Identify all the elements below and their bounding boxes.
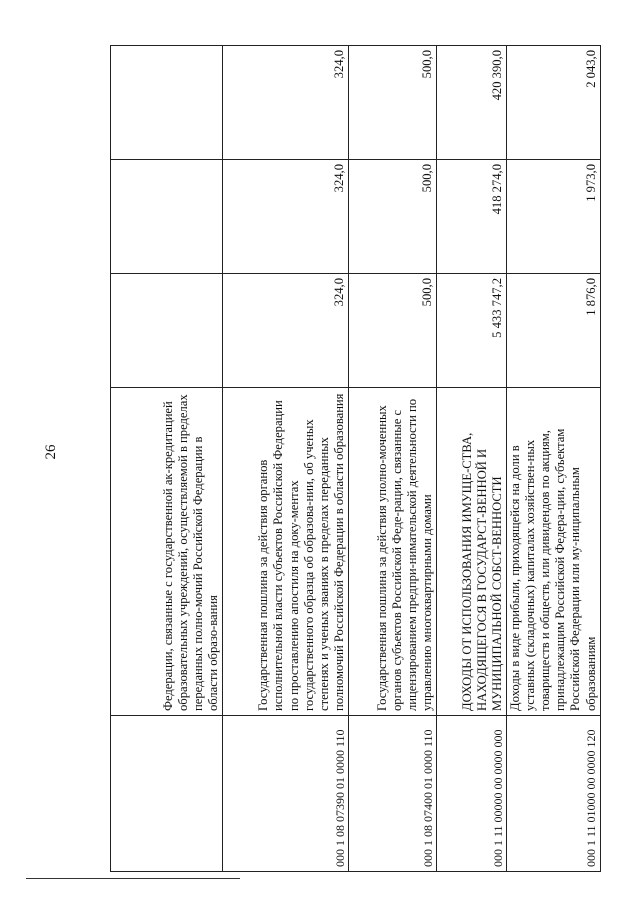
table-row — [223, 46, 349, 872]
income-name-cell: Государственная пошлина за действия органов исполнительной власти субъектов Российской Федерации по проставлению апостиля на доку-ментах государственного образца об образова-нии, об ученых степенях и ученых званиях в пределах переданных полномочий Российской Федерации в области образования — [223, 388, 349, 716]
income-name-cell: Государственная пошлина за действия уполно-моченных органов субъектов Российской Феде-рации, связанные с лицензированием предпри-нимательской деятельности по управлению многоквартирными домами — [349, 388, 437, 716]
table-row — [111, 46, 223, 872]
revenue-table — [110, 45, 601, 872]
amount-cell-3 — [111, 46, 223, 160]
table-row — [507, 46, 601, 872]
income-name-cell: Доходы в виде прибыли, приходящейся на доли в уставных (складочных) капиталах хозяйствен-ных товариществ и обществ, или дивидендов по акциям, принадлежащим Российской Федера-ции, субъектам Российской Федерации или му-ниципальным образованиям — [507, 388, 601, 716]
amount-cell-3: 420 390,0 — [437, 46, 507, 160]
amount-cell-2: 500,0 — [349, 160, 437, 274]
table-row — [437, 46, 507, 872]
amount-cell-1: 500,0 — [349, 274, 437, 388]
income-name-cell: Федерации, связанные с государственной ак-кредитацией образовательных учреждений, осуществляемой в пределах переданных полно-мочий Российской Федерации в области образо-вания — [111, 388, 223, 716]
amount-cell-2: 324,0 — [223, 160, 349, 274]
budget-code-cell: 000 1 11 01000 00 0000 120 — [507, 716, 601, 872]
footnote-separator — [26, 878, 240, 879]
table-row — [349, 46, 437, 872]
income-name-cell: ДОХОДЫ ОТ ИСПОЛЬЗОВАНИЯ ИМУЩЕ-СТВА, НАХОДЯЩЕГОСЯ В ГОСУДАРСТ-ВЕННОЙ И МУНИЦИПАЛЬНОЙ СОБСТ-ВЕННОСТИ — [437, 388, 507, 716]
budget-code-cell: 000 1 11 00000 00 0000 000 — [437, 716, 507, 872]
amount-cell-1: 1 876,0 — [507, 274, 601, 388]
amount-cell-3: 324,0 — [223, 46, 349, 160]
budget-code-cell: 000 1 08 07390 01 0000 110 — [223, 716, 349, 872]
amount-cell-2: 1 973,0 — [507, 160, 601, 274]
page-number: 26 — [43, 444, 59, 460]
amount-cell-2 — [111, 160, 223, 274]
amount-cell-3: 2 043,0 — [507, 46, 601, 160]
amount-cell-3: 500,0 — [349, 46, 437, 160]
budget-code-cell: 000 1 08 07400 01 0000 110 — [349, 716, 437, 872]
amount-cell-1 — [111, 274, 223, 388]
revenue-table-rotated — [110, 46, 599, 872]
amount-cell-1: 324,0 — [223, 274, 349, 388]
amount-cell-2: 418 274,0 — [437, 160, 507, 274]
amount-cell-1: 5 433 747,2 — [437, 274, 507, 388]
budget-code-cell — [111, 716, 223, 872]
